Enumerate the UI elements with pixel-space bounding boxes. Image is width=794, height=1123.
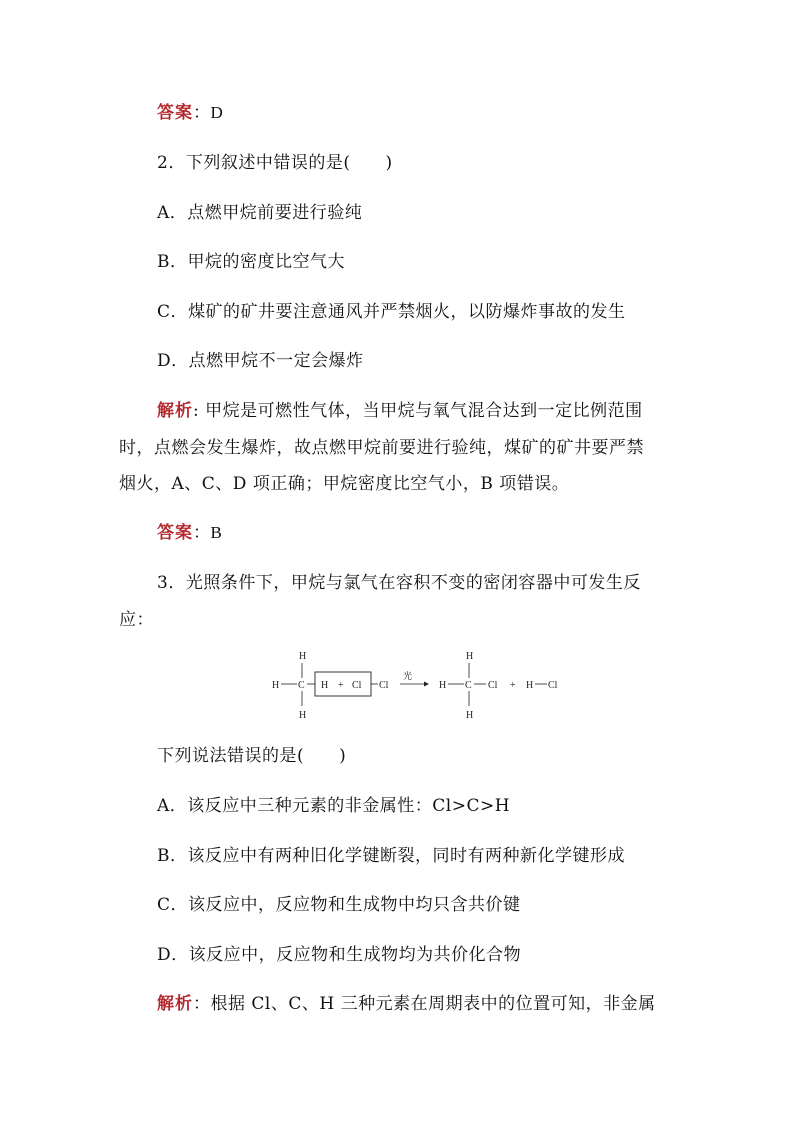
answer-value: D — [210, 103, 224, 122]
answer-2 — [157, 518, 222, 543]
question-3-stem-line-2: 应： — [119, 610, 154, 630]
analysis-text: 根据 Cl、C、H 三种元素在周期表中的位置可知，非金属 — [210, 994, 656, 1014]
analysis-separator: ： — [193, 994, 211, 1014]
box-cl: Cl — [352, 680, 362, 691]
atom-c: C — [298, 680, 305, 691]
answer-separator: ： — [193, 103, 211, 123]
answer-label: 答案 — [157, 523, 193, 543]
question-3-option-d: D．该反应中，反应物和生成物均为共价化合物 — [157, 945, 522, 965]
analysis-2-line-1 — [157, 396, 643, 421]
answer-1 — [157, 98, 223, 123]
question-3-option-a: A．该反应中三种元素的非金属性：Cl>C>H — [157, 796, 511, 816]
question-2-option-c: C．煤矿的矿井要注意通风并严禁烟火，以防爆炸事故的发生 — [157, 302, 626, 322]
answer-value: B — [210, 523, 223, 542]
analysis-text: 甲烷是可燃性气体，当甲烷与氧气混合达到一定比例范围 — [199, 401, 643, 421]
atom-cl: Cl — [488, 680, 498, 691]
answer-label: 答案 — [157, 103, 193, 123]
atom-h: H — [526, 680, 534, 691]
box-h: H — [321, 680, 329, 691]
reaction-diagram — [266, 648, 566, 722]
reaction-arrow-head — [424, 682, 429, 687]
product-plus: + — [510, 680, 516, 691]
question-2-option-a: A．点燃甲烷前要进行验纯 — [157, 203, 363, 223]
analysis-3-line-1 — [157, 989, 656, 1014]
analysis-2-line-2: 时，点燃会发生爆炸，故点燃甲烷前要进行验纯，煤矿的矿井要严禁 — [119, 438, 644, 458]
question-3-option-b: B．该反应中有两种旧化学键断裂，同时有两种新化学键形成 — [157, 846, 625, 866]
answer-separator: ： — [193, 523, 211, 543]
analysis-separator: : — [193, 401, 200, 421]
atom-c: C — [465, 680, 472, 691]
question-3-option-c: C．该反应中，反应物和生成物中均只含共价键 — [157, 895, 521, 915]
atom-h-top: H — [466, 651, 474, 662]
reaction-condition: 光 — [403, 672, 413, 682]
question-2-option-b: B．甲烷的密度比空气大 — [157, 252, 345, 272]
question-3-stem-line-1: 3．光照条件下，甲烷与氯气在容积不变的密闭容器中可发生反 — [157, 573, 641, 593]
atom-h-bottom: H — [299, 710, 307, 721]
atom-cl: Cl — [548, 680, 558, 691]
analysis-label: 解析 — [157, 994, 193, 1014]
analysis-2-line-3: 烟火，A、C、D 项正确；甲烷密度比空气小，B 项错误。 — [119, 474, 570, 494]
atom-h-top: H — [299, 651, 307, 662]
atom-h-left: H — [272, 680, 280, 691]
question-3-question: 下列说法错误的是( ) — [157, 746, 347, 766]
atom-h-bottom: H — [466, 710, 474, 721]
box-plus: + — [338, 680, 344, 691]
atom-h-left: H — [439, 680, 447, 691]
question-2-option-d: D．点燃甲烷不一定会爆炸 — [157, 351, 364, 371]
analysis-label: 解析 — [157, 401, 193, 421]
question-2-stem: 2．下列叙述中错误的是( ) — [157, 153, 393, 173]
atom-cl: Cl — [379, 680, 389, 691]
